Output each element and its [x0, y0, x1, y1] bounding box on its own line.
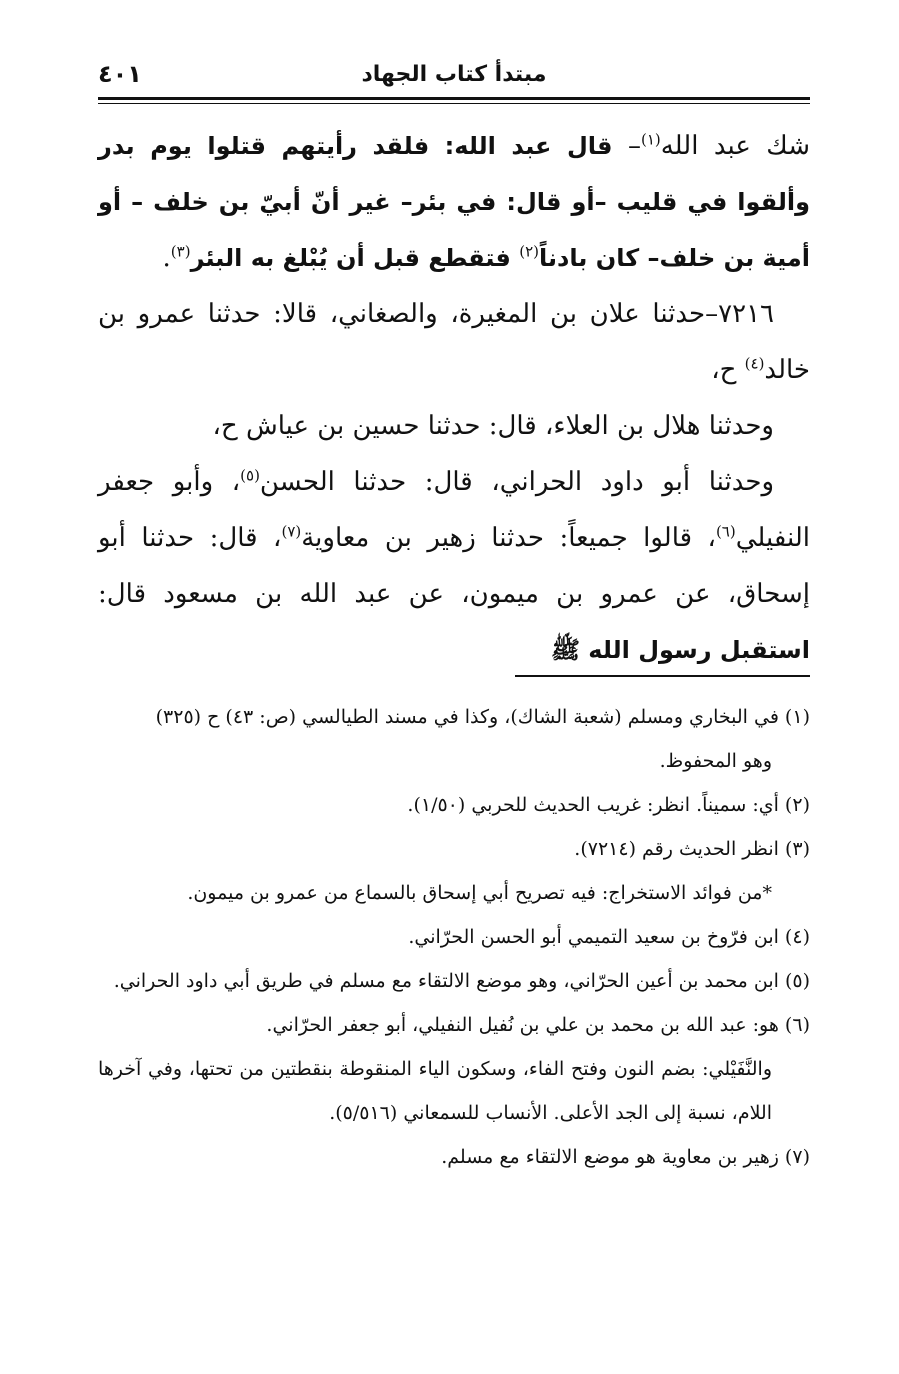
footnote-ref-5: (٥): [240, 466, 260, 485]
paragraph-4: [98, 454, 810, 678]
footnote-ref-6: (٦): [715, 522, 736, 541]
footnote-ref-7: (٧): [281, 522, 302, 541]
footnote-ref-1: (١): [640, 130, 661, 149]
footnote-ref-2: (٢): [519, 242, 540, 261]
p1-text-a: شك عبد الله: [660, 131, 810, 161]
footnote-ref-4: (٤): [744, 354, 765, 373]
p1-text-b: –: [612, 131, 641, 161]
footnote-6-continued: والنَّفَيْلي: بضم النون وفتح الفاء، وسكون الياء المنقوطة بنقطتين من تحتها، وفي آخرها اللام، نسبة إلى الجد الأعلى. الأنساب للسمعاني (٥/٥١٦).: [98, 1058, 772, 1124]
footnote-7: (٧) زهير بن معاوية هو موضع الالتقاء مع مسلم.: [441, 1146, 810, 1168]
main-text: [98, 118, 810, 678]
p1-bold-2: فتقطع قبل أن يُبْلغ به البئر: [190, 244, 520, 272]
running-header: [98, 58, 810, 98]
footnote-3: (٣) انظر الحديث رقم (٧٢١٤).: [574, 838, 810, 860]
page-number: ٤٠١: [98, 60, 142, 88]
footnotes: [98, 695, 810, 1179]
footnote-1: (١) في البخاري ومسلم (شعبة الشاك)، وكذا في مسند الطيالسي (ص: ٤٣) ح (٣٢٥): [155, 706, 810, 728]
footnote-1-continued: وهو المحفوظ.: [659, 750, 772, 772]
extraction-note: *من فوائد الاستخراج: فيه تصريح أبي إسحاق بالسماع من عمرو بن ميمون.: [187, 882, 772, 904]
header-rule-thick: [98, 97, 810, 100]
p4-text-b: ، وأبو جعفر النفيلي: [98, 467, 810, 553]
paragraph-3: وحدثنا هلال بن العلاء، قال: حدثنا حسين بن عياش ح،: [212, 411, 774, 441]
footnote-6: (٦) هو: عبد الله بن محمد بن علي بن نُفيل النفيلي، أبو جعفر الحرّاني.: [266, 1014, 810, 1036]
header-rule-thin: [98, 103, 810, 104]
p2-text-a: ٧٢١٦–حدثنا علان بن المغيرة، والصغاني، قالا: حدثنا عمرو بن خالد: [98, 299, 810, 385]
running-title: مبتدأ كتاب الجهاد: [361, 62, 547, 87]
p4-text-d: ، قال: حدثنا أبو إسحاق، عن عمرو بن ميمون، عن عبد الله بن مسعود قال:: [98, 523, 810, 609]
p4-text-a: وحدثنا أبو داود الحراني، قال: حدثنا الحسن: [259, 467, 774, 497]
p1-end: .: [162, 243, 171, 273]
footnote-2: (٢) أي: سميناً. انظر: غريب الحديث للحربي (١/٥٠).: [407, 794, 810, 816]
paragraph-2: [98, 286, 810, 398]
paragraph-1: [98, 118, 810, 286]
p1-bold-1: قال عبد الله: فلقد رأيتهم قتلوا يوم بدر وألقوا في قليب –أو قال: في بئر– غير أنّ أبيّ بن خلف – أو أمية بن خلف– كان بادناً: [98, 132, 810, 272]
footnote-5: (٥) ابن محمد بن أعين الحرّاني، وهو موضع الالتقاء مع مسلم في طريق أبي داود الحراني.: [113, 970, 810, 992]
footnote-4: (٤) ابن فرّوخ بن سعيد التميمي أبو الحسن الحرّاني.: [408, 926, 810, 948]
p4-bold: استقبل رسول الله ﷺ: [550, 636, 810, 664]
p4-text-c: ، قالوا جميعاً: حدثنا زهير بن معاوية: [301, 523, 716, 553]
p2-text-b: ح،: [711, 355, 745, 385]
footnote-rule: [515, 675, 810, 677]
footnote-ref-3: (٣): [170, 242, 191, 261]
